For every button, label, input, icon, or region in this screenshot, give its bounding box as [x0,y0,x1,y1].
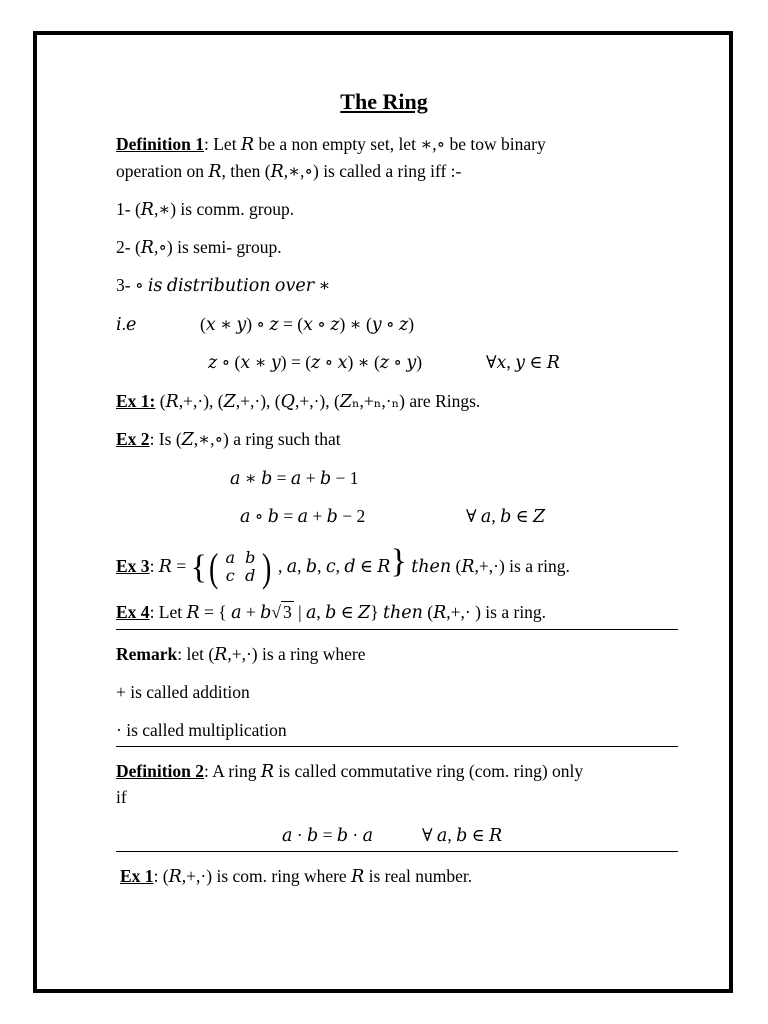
ie-label: 𝑖.𝑒 [116,314,137,334]
definition-1-text: : Let 𝑅 be a non empty set, let ∗,∘ be tow binary [204,134,546,154]
sqrt-radicand: 3 [282,602,292,622]
example-1b-label: Ex 1 [120,866,154,886]
page-title: The Ring [340,89,428,114]
example-4-pre: : Let 𝑅 = { 𝑎 + 𝑏√ [149,602,281,622]
divider-3 [116,851,678,852]
matrix-entries [220,550,260,586]
definition-1-line-2: operation on 𝑅, then (𝑅,∗,∘) is called a ring iff :- [116,161,462,181]
commutative-equation: 𝑎 · 𝑏 = 𝑏 · 𝑎 [282,825,374,845]
example-4-label: Ex 4 [116,602,150,622]
example-2-label: Ex 2 [116,429,150,449]
divider-2 [116,746,678,747]
example-2-quantifier: ∀ 𝑎, 𝑏 ∈ 𝑍 [466,506,546,526]
condition-1: 1- (𝑅,∗) is comm. group. [116,199,295,219]
example-4 [116,601,546,623]
definition-1-line-1 [116,133,546,155]
distributive-quantifier: ∀𝑥, 𝑦 ∈ 𝑅 [486,352,560,372]
definition-2-line-1 [116,760,583,782]
distributive-equation-1: (𝑥 ∗ 𝑦) ∘ 𝑧 = (𝑥 ∘ 𝑧) ∗ (𝑦 ∘ 𝑧) [200,314,415,334]
remark [116,643,366,665]
remark-text: : let (𝑅,+,·) is a ring where [177,644,366,664]
example-1 [116,390,480,412]
matrix [190,544,274,590]
example-3-tail: 𝑡ℎ𝑒𝑛 (𝑅,+,·) is a ring. [406,556,570,576]
definition-2-line-2: if [116,787,127,807]
left-paren: ( [208,544,219,590]
remark-label: Remark [116,644,178,664]
left-brace: { [190,548,207,586]
remark-multiplication: · is called multiplication [116,720,287,740]
commutative-quantifier: ∀ 𝑎, 𝑏 ∈ 𝑅 [422,825,503,845]
divider-1 [116,629,678,630]
example-3 [116,542,570,588]
matrix-entry-b: 𝑏 [245,549,256,567]
example-1b [120,865,472,887]
remark-addition: + is called addition [116,682,250,702]
condition-3: 3- ∘ 𝑖𝑠 𝑑𝑖𝑠𝑡𝑟𝑖𝑏𝑢𝑡𝑖𝑜𝑛 𝑜𝑣𝑒𝑟 ∗ [116,275,331,295]
right-brace: } [390,543,407,580]
example-2-equation-2: 𝑎 ∘ 𝑏 = 𝑎 + 𝑏 − 2 [240,506,366,526]
example-3-post: , 𝑎, 𝑏, 𝑐, 𝑑 ∈ 𝑅 [273,556,391,576]
example-1-text: (𝑅,+,·), (𝑍,+,·), (𝑄,+,·), (𝑍ₙ,+ₙ,·ₙ) are Rings. [155,391,481,411]
example-3-label: Ex 3 [116,556,150,576]
example-2-text: : Is (𝑍,∗,∘) a ring such that [149,429,341,449]
example-4-post: | 𝑎, 𝑏 ∈ 𝑍} 𝑡ℎ𝑒𝑛 (𝑅,+,· ) is a ring. [293,602,547,622]
matrix-entry-d: 𝑑 [245,567,256,585]
definition-2-label: Definition 2 [116,761,204,781]
matrix-entry-c: 𝑐 [225,567,235,585]
example-2-equation-1: 𝑎 ∗ 𝑏 = 𝑎 + 𝑏 − 1 [230,468,359,488]
definition-1-label: Definition 1 [116,134,204,154]
example-3-pre: : 𝑅 = [149,556,191,576]
right-paren: ) [262,544,272,590]
condition-2: 2- (𝑅,∘) is semi- group. [116,237,282,257]
definition-2-text: : A ring 𝑅 is called commutative ring (com. ring) only [204,761,584,781]
example-1-label: Ex 1: [116,391,156,411]
distributive-equation-2: 𝑧 ∘ (𝑥 ∗ 𝑦) = (𝑧 ∘ 𝑥) ∗ (𝑧 ∘ 𝑦) [208,352,423,372]
matrix-entry-a: 𝑎 [225,549,236,567]
example-1b-text: : (𝑅,+,·) is com. ring where 𝑅 is real number. [153,866,473,886]
example-2 [116,428,341,450]
